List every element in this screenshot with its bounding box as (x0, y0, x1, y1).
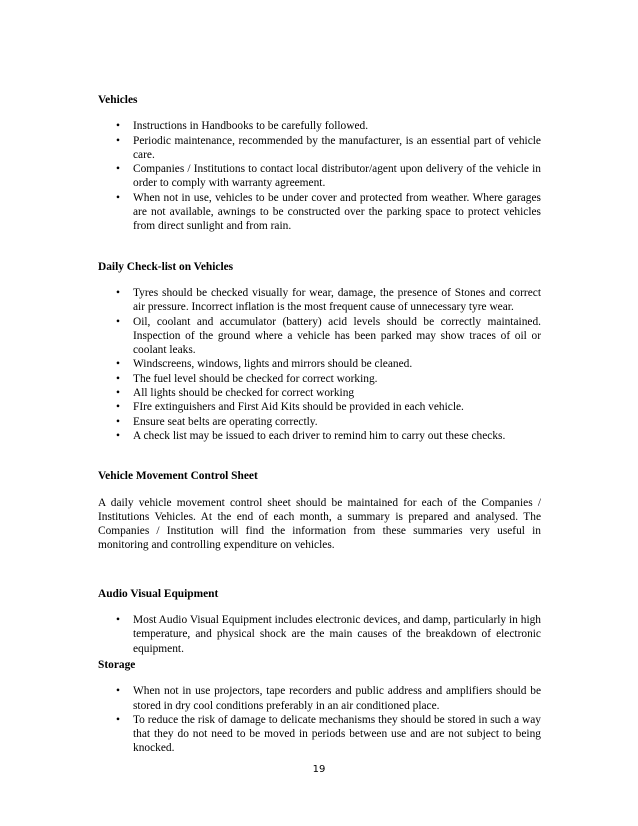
audio-visual-heading: Audio Visual Equipment (98, 587, 219, 600)
list-item: • Most Audio Visual Equipment includes electronic devices, and damp, particularly in high temperature, and physical shock are the main causes of the breakdown of electronic equipment. (98, 613, 541, 656)
list-item: • The fuel level should be checked for correct working. (98, 372, 541, 386)
daily-checklist-list (98, 286, 541, 443)
list-item: • All lights should be checked for correct working (98, 386, 541, 400)
list-item: • Companies / Institutions to contact local distributor/agent upon delivery of the vehicle in order to comply with warranty agreement. (98, 162, 541, 191)
vehicles-list (98, 119, 541, 233)
page-content (98, 93, 541, 756)
list-item: • Instructions in Handbooks to be carefully followed. (98, 119, 541, 133)
movement-control-heading: Vehicle Movement Control Sheet (98, 470, 258, 483)
list-item: • To reduce the risk of damage to delicate mechanisms they should be stored in such a way that they do not need to be moved in periods between use and are not subject to being knocked. (98, 713, 541, 756)
list-item: • Periodic maintenance, recommended by the manufacturer, is an essential part of vehicle care. (98, 134, 541, 163)
list-item: • A check list may be issued to each driver to remind him to carry out these checks. (98, 429, 541, 443)
audio-visual-list (98, 613, 541, 656)
list-item: • FIre extinguishers and First Aid Kits should be provided in each vehicle. (98, 400, 541, 414)
daily-checklist-heading: Daily Check-list on Vehicles (98, 260, 234, 273)
list-item: • When not in use, vehicles to be under cover and protected from weather. Where garages are not available, awnings to be constructed over the parking space to protect vehicles from direct sunlight and from rain. (98, 191, 541, 234)
list-item: • Windscreens, windows, lights and mirrors should be cleaned. (98, 357, 541, 371)
page-number: 19 (312, 764, 326, 775)
movement-control-paragraph: A daily vehicle movement control sheet should be maintained for each of the Companies / Institutions Vehicles. At the end of each month, a summary is prepared and analysed. The Companies / Institution will find the information from these summaries very useful in monitoring and controlling expenditure on vehicles. (98, 496, 541, 552)
storage-heading: Storage (98, 658, 136, 671)
list-item: • Oil, coolant and accumulator (battery) acid levels should be correctly maintained. Inspection of the ground where a vehicle has been parked may show traces of oil or coolant leaks. (98, 315, 541, 358)
list-item: • Ensure seat belts are operating correctly. (98, 415, 541, 429)
vehicles-heading: Vehicles (98, 94, 138, 106)
storage-list (98, 684, 541, 755)
list-item: • When not in use projectors, tape recorders and public address and amplifiers should be stored in dry cool conditions preferably in an air conditioned place. (98, 684, 541, 713)
list-item: • Tyres should be checked visually for wear, damage, the presence of Stones and correct air pressure. Incorrect inflation is the most frequent cause of unnecessary tyre wear. (98, 286, 541, 315)
